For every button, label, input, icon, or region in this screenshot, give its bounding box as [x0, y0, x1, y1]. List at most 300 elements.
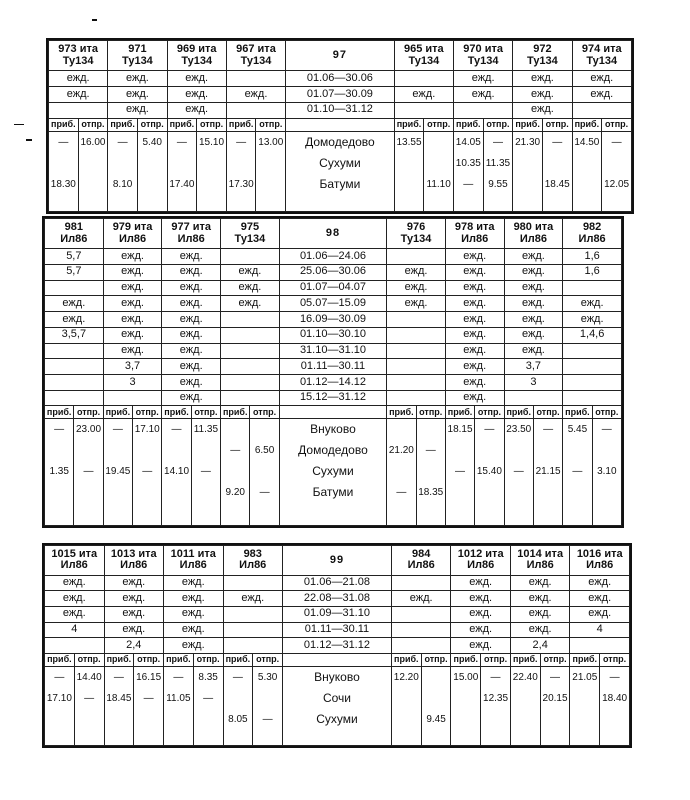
operating-days-cell: ежд. [513, 87, 572, 103]
time-value: — [113, 671, 124, 683]
operating-days-cell: 4 [45, 622, 105, 638]
arrival-times [513, 131, 543, 211]
time-value [168, 153, 197, 174]
arrival-times [223, 666, 253, 745]
time-value: 5.30 [257, 671, 278, 683]
period-row [45, 606, 630, 622]
operating-days-cell: ежд. [451, 575, 511, 591]
operating-days-cell: 4 [570, 622, 630, 638]
departure-times [253, 666, 283, 745]
station-name: Внуково [314, 669, 360, 684]
departure-times [600, 666, 630, 745]
operating-days-cell [223, 606, 283, 622]
route-number: 99 [283, 546, 392, 576]
departure-label: отпр. [197, 118, 227, 131]
arrival-label: приб. [504, 406, 533, 419]
time-value [424, 132, 453, 153]
time-value: 14.40 [76, 671, 102, 683]
operating-days-cell: ежд. [510, 622, 570, 638]
operating-days-cell: ежд. [445, 312, 504, 328]
time-value: — [262, 713, 273, 725]
arrival-label: приб. [164, 653, 194, 666]
period-row [45, 249, 622, 265]
time-value [543, 153, 572, 174]
operating-days-cell: ежд. [108, 87, 167, 103]
operating-days-cell: ежд. [103, 296, 162, 312]
flight-number: 1015 ита [51, 547, 98, 560]
time-value: 20.15 [542, 692, 568, 704]
time-value [475, 482, 503, 503]
time-value [446, 482, 474, 503]
time-value [600, 709, 629, 730]
time-value: — [58, 136, 69, 148]
flight-number: 973 ита [58, 43, 98, 56]
time-value [417, 419, 445, 440]
operating-days-cell: ежд. [504, 327, 563, 343]
time-value: 1.35 [49, 466, 69, 478]
flight-number-cell [162, 219, 221, 249]
flight-number: 971 [128, 43, 147, 56]
blank-cell [279, 406, 386, 419]
validity-period: 01.06—30.06 [286, 71, 395, 87]
operating-days-cell [453, 102, 512, 118]
time-value [422, 688, 451, 709]
time-value: — [601, 424, 612, 436]
flight-number-cell [49, 41, 108, 71]
operating-days-cell: ежд. [445, 327, 504, 343]
time-value: — [490, 671, 501, 683]
flight-number-cell [45, 546, 105, 576]
validity-period: 01.09—31.10 [283, 606, 392, 622]
operating-days-cell: ежд. [570, 575, 630, 591]
aircraft-type: Ил86 [120, 559, 148, 572]
arrival-label: приб. [570, 653, 600, 666]
operating-days-cell: ежд. [104, 575, 164, 591]
time-value [164, 709, 193, 730]
operating-days-cell: ежд. [45, 312, 104, 328]
time-value: 21.20 [388, 445, 414, 457]
departure-times [540, 666, 570, 745]
time-value [395, 174, 424, 195]
operating-days-cell: ежд. [103, 312, 162, 328]
aircraft-type: Ту134 [234, 232, 266, 245]
operating-days-cell [387, 249, 446, 265]
departure-label: отпр. [256, 118, 286, 131]
operating-days-cell [391, 638, 451, 654]
departure-times [533, 419, 562, 526]
time-value [513, 174, 542, 195]
time-value: 11.10 [426, 178, 451, 190]
station-name: Внуково [310, 422, 356, 437]
time-value: 21.05 [572, 671, 598, 683]
operating-days-cell: ежд. [162, 374, 221, 390]
time-value: — [173, 671, 184, 683]
period-row [45, 327, 622, 343]
arrival-label: приб. [513, 118, 543, 131]
arrival-label: приб. [572, 118, 602, 131]
arrival-label: приб. [49, 118, 79, 131]
operating-days-cell: 3,7 [504, 359, 563, 375]
arrival-label: приб. [45, 406, 74, 419]
aircraft-type: Ил86 [118, 232, 147, 245]
departure-times [74, 666, 104, 745]
arrival-times [104, 666, 134, 745]
validity-period: 22.08—31.08 [283, 591, 392, 607]
operating-days-cell [387, 343, 446, 359]
flight-number: 978 ита [454, 221, 495, 234]
operating-days-cell: ежд. [108, 102, 167, 118]
operating-days-cell [221, 390, 280, 406]
period-row [45, 638, 630, 654]
arrival-times [445, 419, 474, 526]
departure-label: отпр. [74, 406, 103, 419]
period-row [45, 312, 622, 328]
time-value: 8.05 [228, 713, 248, 725]
operating-days-cell: ежд. [162, 343, 221, 359]
operating-days-cell [572, 102, 631, 118]
departure-times [78, 131, 108, 211]
operating-days-cell: ежд. [570, 591, 630, 607]
operating-days-cell [103, 390, 162, 406]
operating-days-cell [504, 390, 563, 406]
time-value: 11.35 [485, 157, 511, 169]
operating-days-cell: ежд. [103, 343, 162, 359]
operating-days-cell: ежд. [387, 264, 446, 280]
time-value [104, 482, 132, 503]
operating-days-cell: ежд. [45, 296, 104, 312]
time-value [105, 709, 134, 730]
operating-days-cell: ежд. [445, 280, 504, 296]
time-value [49, 153, 78, 174]
arr-dep-label-row [49, 118, 632, 131]
arrival-times [45, 419, 74, 526]
time-value: — [232, 671, 243, 683]
operating-days-cell [221, 343, 280, 359]
departure-label: отпр. [78, 118, 108, 131]
operating-days-cell: ежд. [451, 591, 511, 607]
arrival-times [451, 666, 481, 745]
arrival-label: приб. [563, 406, 592, 419]
station-name: Домодедово [298, 443, 368, 458]
flight-number: 976 [406, 221, 426, 234]
arrival-times [453, 131, 483, 211]
departure-label: отпр. [193, 653, 223, 666]
time-value: — [83, 466, 94, 478]
timetable-grid [48, 40, 632, 212]
flight-number-cell [572, 41, 631, 71]
arrival-label: приб. [451, 653, 481, 666]
operating-days-cell: ежд. [445, 374, 504, 390]
station-name: Батуми [312, 485, 354, 500]
time-value: — [203, 692, 214, 704]
arrival-times [387, 419, 416, 526]
time-value: — [176, 136, 187, 148]
flight-number-cell [164, 546, 224, 576]
arrival-times [391, 666, 421, 745]
flight-number-cell [45, 219, 104, 249]
time-value: 23.50 [506, 424, 532, 436]
time-value: 18.35 [418, 487, 444, 499]
operating-days-cell: ежд. [162, 390, 221, 406]
departure-label: отпр. [421, 653, 451, 666]
time-value [505, 482, 533, 503]
departure-times [193, 666, 223, 745]
time-value [395, 153, 424, 174]
operating-days-cell: ежд. [164, 606, 224, 622]
time-value: — [492, 136, 503, 148]
operating-days-cell: 3 [504, 374, 563, 390]
operating-days-cell: ежд. [104, 622, 164, 638]
operating-days-cell: 2,4 [104, 638, 164, 654]
arrival-label: приб. [103, 406, 132, 419]
time-value [392, 709, 421, 730]
time-value [45, 482, 73, 503]
operating-days-cell: ежд. [572, 87, 631, 103]
time-value [505, 440, 533, 461]
operating-days-cell: ежд. [504, 296, 563, 312]
time-value: 15.10 [199, 136, 225, 148]
aircraft-type: Ту134 [408, 54, 440, 67]
operating-days-cell [226, 102, 285, 118]
aircraft-type: Ил86 [177, 232, 205, 245]
operating-days-cell: ежд. [510, 606, 570, 622]
time-value [511, 688, 540, 709]
departure-times [481, 666, 511, 745]
time-value: 13.00 [258, 136, 284, 148]
flight-number: 1013 ита [110, 547, 157, 560]
flight-number: 984 [411, 547, 431, 560]
aircraft-type: Ил86 [578, 232, 606, 245]
time-value: 9.45 [426, 713, 446, 725]
time-value: — [609, 671, 620, 683]
time-value [387, 461, 415, 482]
time-value [74, 440, 102, 461]
operating-days-cell: ежд. [445, 264, 504, 280]
time-value [45, 440, 73, 461]
operating-days-cell [223, 622, 283, 638]
time-value [194, 709, 223, 730]
aircraft-type: Ил86 [179, 559, 207, 572]
station-name: Сухуми [316, 711, 358, 726]
operating-days-cell: ежд. [104, 606, 164, 622]
time-value: — [513, 466, 524, 478]
scan-speck [14, 124, 24, 125]
time-value: — [84, 692, 95, 704]
time-value: 9.55 [488, 178, 508, 190]
departure-label: отпр. [602, 118, 632, 131]
time-value: 17.10 [134, 424, 160, 436]
arrival-label: приб. [104, 653, 134, 666]
aircraft-type: Ту134 [122, 54, 153, 67]
operating-days-cell: ежд. [162, 327, 221, 343]
arrival-label: приб. [223, 653, 253, 666]
time-value: 21.30 [515, 136, 541, 148]
station-list [279, 419, 386, 526]
flight-number: 967 ита [236, 43, 276, 56]
time-value [108, 153, 137, 174]
time-value [250, 461, 278, 482]
operating-days-cell [563, 374, 622, 390]
aircraft-type: Ту134 [181, 54, 213, 67]
operating-days-cell [45, 390, 104, 406]
arrival-times [164, 666, 194, 745]
arrival-times [394, 131, 424, 211]
operating-days-cell: ежд. [563, 312, 622, 328]
departure-times [256, 131, 286, 211]
aircraft-type: Ту134 [467, 54, 499, 67]
period-row [45, 374, 622, 390]
time-value [133, 440, 161, 461]
arrival-label: приб. [510, 653, 540, 666]
times-row [45, 666, 630, 745]
operating-days-cell: 3,5,7 [45, 327, 104, 343]
period-row [45, 390, 622, 406]
time-value: 16.00 [80, 136, 106, 148]
time-value [197, 174, 226, 195]
timetable-block-route-99 [42, 543, 632, 748]
time-value: 21.15 [535, 466, 561, 478]
time-value [256, 174, 285, 195]
period-row [49, 71, 632, 87]
operating-days-cell: ежд. [167, 102, 226, 118]
flight-number: 965 ита [404, 43, 444, 56]
departure-times [416, 419, 445, 526]
operating-days-cell: ежд. [167, 87, 226, 103]
flight-number-cell [387, 219, 446, 249]
arrival-label: приб. [394, 118, 424, 131]
time-value: — [552, 136, 563, 148]
operating-days-cell: ежд. [45, 606, 105, 622]
operating-days-cell: ежд. [164, 622, 224, 638]
operating-days-cell [221, 374, 280, 390]
flight-number: 1016 ита [576, 547, 623, 560]
time-value [192, 440, 220, 461]
validity-period: 01.06—24.06 [279, 249, 386, 265]
time-value: 11.05 [166, 692, 191, 704]
operating-days-cell [45, 359, 104, 375]
time-value: 16.15 [136, 671, 162, 683]
operating-days-cell: ежд. [164, 575, 224, 591]
operating-days-cell: 3,7 [103, 359, 162, 375]
departure-times [133, 419, 162, 526]
departure-label: отпр. [250, 406, 279, 419]
route-number: 98 [279, 219, 386, 249]
time-value: 18.45 [544, 178, 570, 190]
operating-days-cell: ежд. [223, 591, 283, 607]
operating-days-cell [391, 622, 451, 638]
time-value [593, 482, 621, 503]
flight-number-cell [513, 41, 572, 71]
aircraft-type: Ил86 [407, 559, 435, 572]
time-value [573, 174, 602, 195]
arrival-label: приб. [445, 406, 474, 419]
aircraft-type: Ил86 [461, 232, 489, 245]
time-value [75, 709, 104, 730]
operating-days-cell: ежд. [108, 71, 167, 87]
operating-days-cell: ежд. [513, 71, 572, 87]
flight-number: 981 [64, 221, 84, 234]
time-value: — [259, 487, 270, 499]
station-name: Сухуми [312, 464, 354, 479]
departure-label: отпр. [74, 653, 104, 666]
time-value: 18.45 [106, 692, 132, 704]
operating-days-cell [394, 71, 453, 87]
time-value: — [117, 136, 128, 148]
departure-label: отпр. [416, 406, 445, 419]
time-value [534, 482, 562, 503]
time-value [511, 709, 540, 730]
time-value [422, 667, 451, 688]
arrival-times [45, 666, 75, 745]
departure-times [197, 131, 227, 211]
operating-days-cell: ежд. [103, 327, 162, 343]
flight-header-row [45, 219, 622, 249]
flight-number: 1011 ита [170, 547, 216, 560]
flight-number-cell [504, 219, 563, 249]
arrival-label: приб. [453, 118, 483, 131]
time-value [104, 440, 132, 461]
timetable-grid [44, 545, 630, 746]
time-value [570, 709, 599, 730]
operating-days-cell: ежд. [451, 638, 511, 654]
time-value: — [572, 466, 583, 478]
time-value [138, 153, 167, 174]
flight-number: 970 ита [463, 43, 503, 56]
operating-days-cell: ежд. [162, 296, 221, 312]
time-value [79, 174, 108, 195]
flight-number: 979 ита [112, 221, 153, 234]
time-value [593, 440, 621, 461]
arrival-times [563, 419, 592, 526]
time-value: 14.50 [574, 136, 600, 148]
flight-number: 977 ита [171, 221, 212, 234]
operating-days-cell [563, 343, 622, 359]
departure-times [424, 131, 454, 211]
time-value [162, 440, 190, 461]
time-value [481, 709, 510, 730]
time-value [513, 153, 542, 174]
flight-number-cell [108, 41, 167, 71]
operating-days-cell [387, 390, 446, 406]
time-value: 8.10 [112, 178, 133, 190]
operating-days-cell: ежд. [513, 102, 572, 118]
times-row [49, 131, 632, 211]
operating-days-cell [45, 374, 104, 390]
operating-days-cell [221, 359, 280, 375]
time-value [563, 482, 591, 503]
time-value: — [484, 424, 495, 436]
departure-label: отпр. [134, 653, 164, 666]
time-value: — [463, 178, 474, 190]
validity-period: 01.11—30.11 [279, 359, 386, 375]
time-value: 17.40 [169, 178, 195, 190]
arrival-times [572, 131, 602, 211]
operating-days-cell [221, 327, 280, 343]
arrival-times [221, 419, 250, 526]
flight-number-cell [167, 41, 226, 71]
time-value: 6.50 [254, 445, 275, 457]
time-value [250, 419, 278, 440]
time-value [573, 153, 602, 174]
flight-number-cell [394, 41, 453, 71]
flight-number: 975 [240, 221, 260, 234]
station-name: Сухуми [319, 155, 361, 170]
period-row [45, 280, 622, 296]
arrival-label: приб. [391, 653, 421, 666]
time-value: 10.35 [455, 157, 481, 169]
time-value: 5.40 [142, 136, 162, 148]
time-value: — [171, 424, 182, 436]
